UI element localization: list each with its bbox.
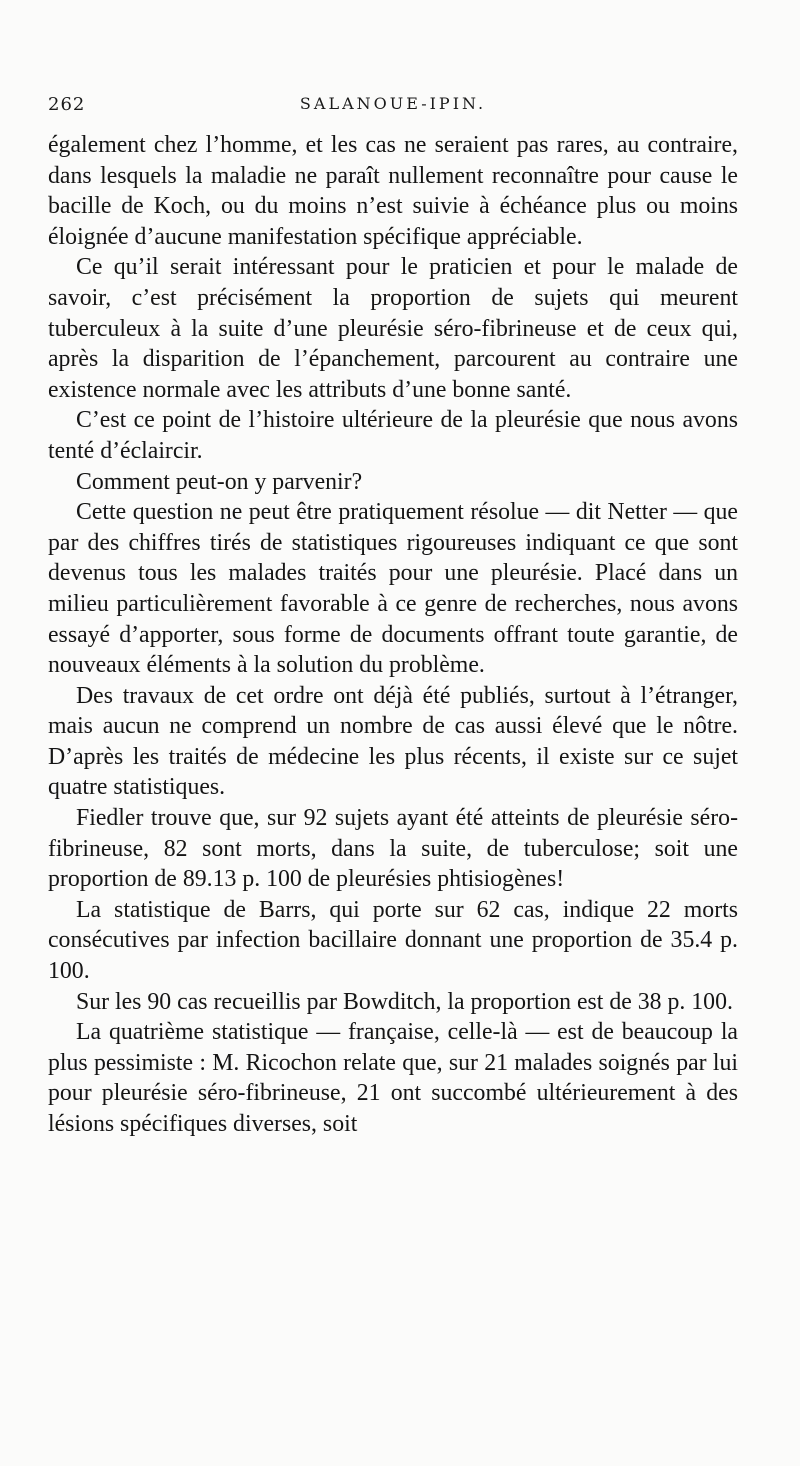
paragraph: Des travaux de cet ordre ont déjà été publiés, surtout à l’étranger, mais aucun ne comprend un nombre de cas aussi élevé que le nôtre. D’après les traités de médecine les plus récents, il existe sur ce sujet quatre statistiques. (48, 682, 738, 801)
paragraph: Cette question ne peut être pratiquement résolue — dit Netter — que par des chiffres tirés de statistiques rigoureuses indiquant ce que sont devenus tous les malades traités pour une pleurésie. Placé dans un milieu particulièrement favorable à ce genre de recherches, nous avons essayé d’apporter, sous forme de documents offrant toute garantie, de nouveaux éléments à la solution du problème. (48, 499, 738, 679)
paragraph: Comment peut-on y parvenir? (76, 468, 363, 495)
paragraph: également chez l’homme, et les cas ne seraient pas rares, au contraire, dans lesquels la maladie ne paraît nullement reconnaître pour cause le bacille de Koch, ou du moins n’est suivie à échéance plus ou moins éloignée d’aucune manifestation spécifique appréciable. (48, 132, 738, 250)
paragraph: Sur les 90 cas recueillis par Bowditch, la proportion est de 38 p. 100. (76, 988, 733, 1015)
page-header (48, 94, 738, 120)
paragraph: La statistique de Barrs, qui porte sur 62 cas, indique 22 morts consécutives par infection bacillaire donnant une proportion de 35.4 p. 100. (48, 896, 738, 985)
running-head: SALANOUE-IPIN. (299, 94, 487, 113)
page-number: 262 (48, 94, 86, 115)
body-text (48, 130, 738, 1140)
paragraph: Ce qu’il serait intéressant pour le praticien et pour le malade de savoir, c’est précisément la proportion de sujets qui meurent tuberculeux à la suite d’une pleurésie séro-fibrineuse et de ceux qui, après la disparition de l’épanchement, parcourent au contraire une existence normale avec les attributs d’une bonne santé. (48, 254, 738, 403)
paragraph: La quatrième statistique — française, celle-là — est de beaucoup la plus pessimiste : M. Ricochon relate que, sur 21 malades soignés par lui pour pleurésie séro-fibrineuse, 21 ont succombé ultérieurement à des lésions spécifiques diverses, soit (48, 1019, 738, 1137)
paragraph: C’est ce point de l’histoire ultérieure de la pleurésie que nous avons tenté d’éclaircir. (48, 407, 738, 464)
paragraph: Fiedler trouve que, sur 92 sujets ayant été atteints de pleurésie séro-fibrineuse, 82 sont morts, dans la suite, de tuberculose; soit une proportion de 89.13 p. 100 de pleurésies phtisiogènes! (48, 805, 738, 893)
